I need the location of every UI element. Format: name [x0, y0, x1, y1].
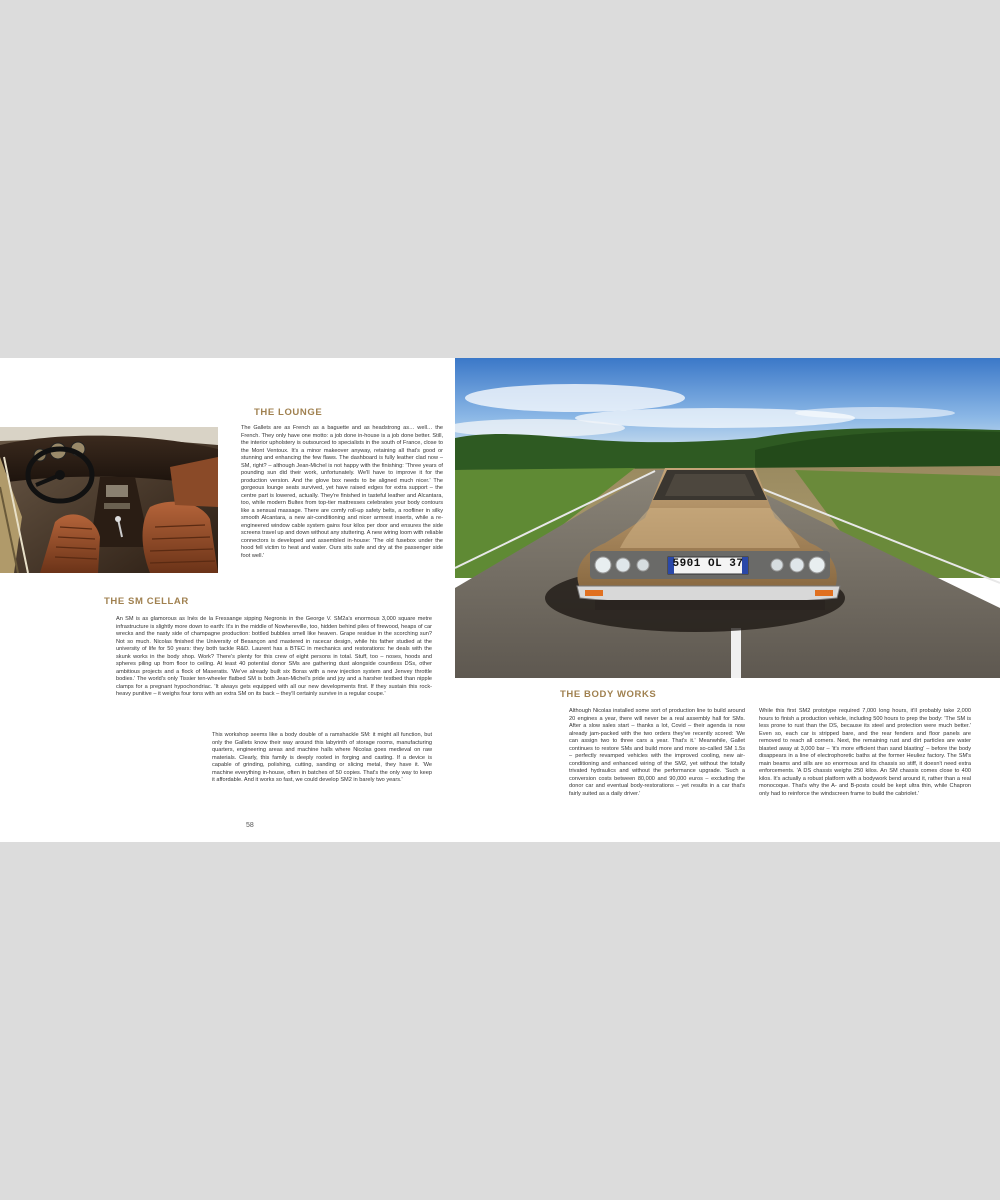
cellar-paragraph-1: An SM is as glamorous as Inès de la Fressange sipping Negronis in the George V. SM2a's enormous 3,000 square metre infrastructure is slightly more down to earth: It's in the middle of Nowhereville, too, hidden behind piles of firewood, heaps of car wrecks and the nasty side of champagne production: bottled bubbles smell like heaven. Grape residue in the scorching sun? Not so much. Nicolas finished the University of Besançon and mastered in racecar design, while his father studied at the university of life for 50 years: they both tackle R&D. Laurent has a BTEC in mechanics and restorations: he deals with the skunk works in the body shop. Work? There's plenty for this crew of eight persons in total. Stuff, too – noses, hoods and spheres piling up from floor to ceiling. At least 40 potential donor SMs are gathering dust alongside countless DSs, other ambitious projects and a flock of Maseratis. 'We've already built six Boras with a new injection system and Jenvey throttle bodies.' The world's only Tissier ten-wheeler flatbed SM is both Jean-Michel's pride and joy and a harsher testbed than nipple clamps for a pregnant hypochondriac. 'It always gets equipped with all our new developments first. If they sustain this rock-heavy punitive – it weighs four tons with an extra SM on its back – they'll certainly survive in a regular coupe.'	[116, 616, 432, 697]
left-page	[0, 358, 455, 842]
lounge-text	[241, 425, 443, 566]
page-number: 58	[246, 822, 254, 829]
car-interior-illustration	[0, 427, 218, 573]
body-works-col1	[569, 708, 745, 804]
license-plate-text: 5901 OL 37	[672, 558, 744, 570]
lounge-paragraph: The Gallets are as French as a baguette and as headstrong as… well… the French. They only have one motto: a job done in-house is a job done better. Still, the interior upholstery is outsourced to specialists in the south of France, close to the Mont Ventoux. It's a minor makeover anyway, retaining all that's good or stunning and enhancing the few flaws. The dashboard is fully leather clad now – SM, right? – although Jean-Michel is not happy with the finishing: 'Three years of pounding sun did their work, unfortunately. We'll have to improve it for the production version. And the glove box needs to be aligned much nicer.' The gorgeous lounge seats survived, yet have raised edges for extra support – the centre part is lowered, actually. They're finished in tasteful leather and Alcantara, too, while modern Bultex from top-tier mattresses celebrates your body contours like a sensual massage. There are comfy roll-up safety belts, a roofliner in silky smooth Alcantara, a new air-conditioning and nicer armrest inserts, while a re-engineered window cable system gains four kilos per door and ensures the side screens travel up and down without any stuttering. A new wiring loom with reliable connectors is developed and assembled in-house: 'The old fusebox under the hood fell victim to heat and water. Ours sits safe and dry at the passenger side foot well.'	[241, 425, 443, 559]
interior-photo	[0, 427, 218, 573]
cellar-heading: THE SM CELLAR	[104, 596, 189, 607]
body-works-paragraph-2: While this first SM2 prototype required 7,000 long hours, it'll probably take 2,000 hours to finish a production vehicle, including 500 hours to prep the body: 'The SM is less prone to rust than the DS, because its steel and protection were much better.' Even so, each car is stripped bare, and the rear fenders and floor panels are removed to reach all corners. Next, the remaining rust and dirt particles are water blasted away at 3,000 bar – 'it's more efficient than sand blasting' – before the body disappears in a line of electrophoretic baths at the former Heuliez factory. The SM's main beams and sills are so enormous and its chassis so stiff, it doesn't need extra enforcements. 'A DS chassis weighs 250 kilos. An SM chassis comes close to 400 kilos. It's actually a robust platform with a bodywork bend around it, rather than a real monocoque. That's why the A- and B-posts could be kept ultra thin, while Chapron only had to reinforce the windscreen frame to build the cabriolet.'	[759, 708, 971, 797]
cellar-paragraph-2: This workshop seems like a body double of a ramshackle SM: it might all function, but only the Gallets know their way around this labyrinth of storage rooms, manufacturing quarters, engineering areas and machine halls where Nicolas goes medieval on raw materials. Clearly, this family is deeply rooted in forging and casting. If a device is capable of grinding, polishing, cutting, sanding or slicing metal, they have it. 'We machine everything in-house, often in batches of 50 copies. That's the only way to keep it affordable. And it works so fast, we could develop SM2 in barely two years.'	[212, 732, 432, 783]
magazine-spread	[0, 358, 1000, 842]
right-page	[455, 358, 1000, 842]
body-works-heading: THE BODY WORKS	[560, 689, 657, 700]
citroen-sm-road-illustration	[455, 358, 1000, 678]
body-works-col2	[759, 708, 971, 804]
road-photo	[455, 358, 1000, 678]
lounge-heading: THE LOUNGE	[254, 407, 323, 418]
cellar-text-2	[212, 732, 432, 791]
body-works-paragraph-1: Although Nicolas installed some sort of production line to build around 20 engines a year, there will never be a real assembly hall for SMs. After a slow sales start – thanks a lot, Covid – their agenda is now already jam-packed with the two orders they've recently scored: 'We can assign two to three cars a year. That's it.' Meanwhile, Gallet continues to restore SMs and build more and more so-called SM 1.5s – perfectly revamped vehicles with the improved cooling, new air-conditioning and enhanced wiring of the SM2, yet without the totally trivated hydraulics and without the performance upgrade. 'Such a conversion costs between 80,000 and 90,000 euros – excluding the donor car and eventual body-restorations – yet results in a car that's fairly suited as a daily driver.'	[569, 708, 745, 797]
cellar-text	[116, 616, 432, 705]
